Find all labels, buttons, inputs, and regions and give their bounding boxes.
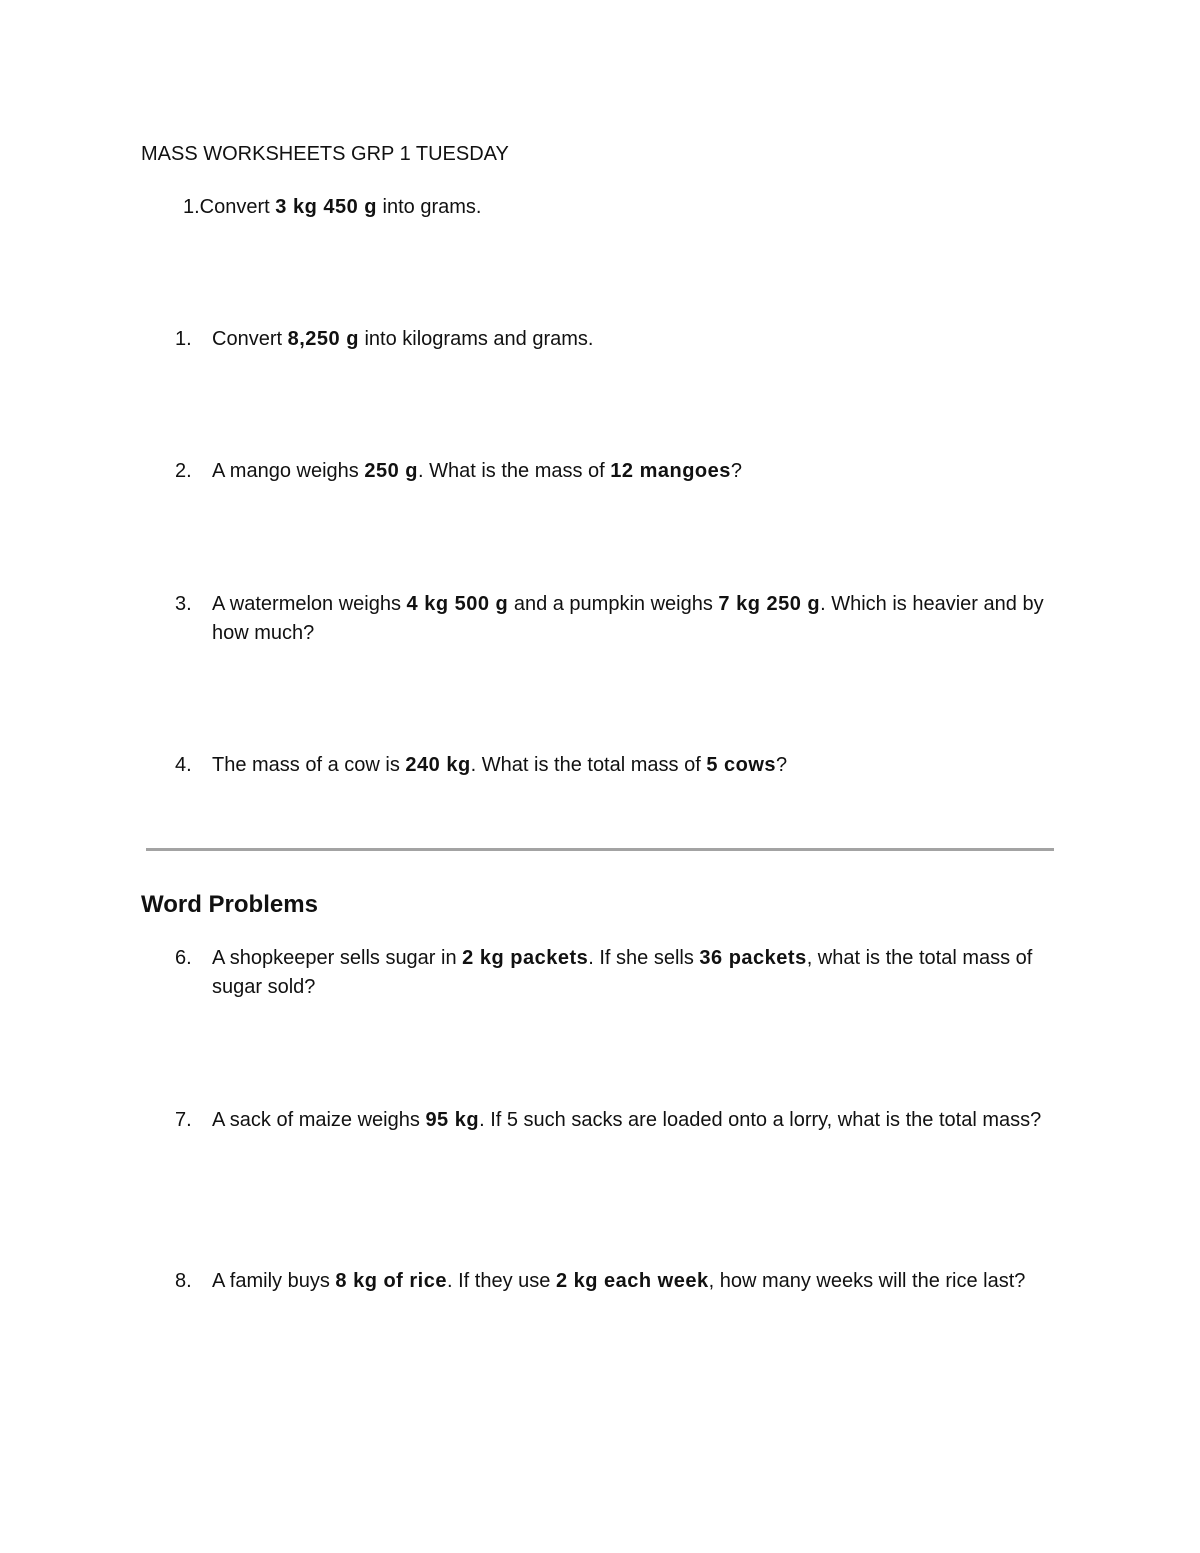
question-body: [212, 751, 1055, 780]
question-intro-convert: [183, 195, 481, 219]
question-text: ?: [730, 460, 743, 482]
question-number: 2.: [175, 460, 192, 482]
question-text: into kilograms and grams.: [358, 328, 594, 350]
question-text: A sack of maize weighs: [212, 1109, 426, 1131]
question-text: . What is the mass of: [417, 460, 611, 482]
question-number: 8.: [175, 1270, 192, 1292]
question-number: 7.: [175, 1109, 192, 1131]
question-bold-value: 250 g: [364, 460, 418, 482]
question-bold-value: 2 kg each week: [555, 1270, 709, 1292]
question-1: [175, 325, 1055, 354]
question-text: . If 5 such sacks are loaded onto a lorry, what is the total mass?: [479, 1109, 1042, 1131]
question-bold-value: 240 kg: [405, 754, 471, 776]
question-text: and a pumpkin weighs: [508, 593, 719, 615]
section-heading-word-problems: Word Problems: [141, 891, 318, 918]
question-text: into grams.: [376, 196, 482, 218]
question-text: . Which is heavier and by how much?: [212, 593, 1044, 644]
question-text: ?: [776, 754, 788, 776]
question-number: 1.: [175, 328, 192, 350]
question-body: [212, 1106, 1055, 1135]
question-text: A shopkeeper sells sugar in: [212, 947, 463, 969]
question-bold-value: 7 kg 250 g: [718, 593, 821, 615]
question-bold-value: 36 packets: [699, 947, 807, 969]
question-text: , how many weeks will the rice last?: [708, 1270, 1026, 1292]
question-bold-value: 5 cows: [706, 754, 777, 776]
question-bold-value: 2 kg packets: [462, 947, 589, 969]
horizontal-divider: [146, 848, 1054, 851]
question-body: [212, 457, 1055, 486]
question-text: 1.Convert: [183, 196, 276, 218]
question-8: [175, 1267, 1055, 1296]
question-text: , what is the total mass of sugar sold?: [212, 947, 1033, 998]
question-text: The mass of a cow is: [212, 754, 406, 776]
question-6: [175, 944, 1055, 1002]
question-7: [175, 1106, 1055, 1135]
page-title: MASS WORKSHEETS GRP 1 TUESDAY: [141, 143, 509, 165]
question-number: 3.: [175, 593, 192, 615]
question-body: [212, 1267, 1055, 1296]
question-text: . What is the total mass of: [470, 754, 707, 776]
question-number: 6.: [175, 947, 192, 969]
question-text: . If she sells: [588, 947, 700, 969]
question-3: [175, 590, 1055, 648]
question-4: [175, 751, 1055, 780]
question-text: A watermelon weighs: [212, 593, 407, 615]
question-bold-value: 4 kg 500 g: [406, 593, 509, 615]
question-number: 4.: [175, 754, 192, 776]
question-2: [175, 457, 1055, 486]
question-text: Convert: [212, 328, 288, 350]
question-body: [212, 325, 1055, 354]
question-text: A family buys: [212, 1270, 336, 1292]
question-bold-value: 3 kg 450 g: [275, 196, 377, 218]
question-text: . If they use: [447, 1270, 556, 1292]
question-body: [212, 590, 1055, 648]
question-text: A mango weighs: [212, 460, 365, 482]
question-bold-value: 8 kg of rice: [335, 1270, 447, 1292]
question-bold-value: 8,250 g: [287, 328, 359, 350]
question-bold-value: 95 kg: [425, 1109, 480, 1131]
question-body: [212, 944, 1055, 1002]
question-bold-value: 12 mangoes: [610, 460, 731, 482]
